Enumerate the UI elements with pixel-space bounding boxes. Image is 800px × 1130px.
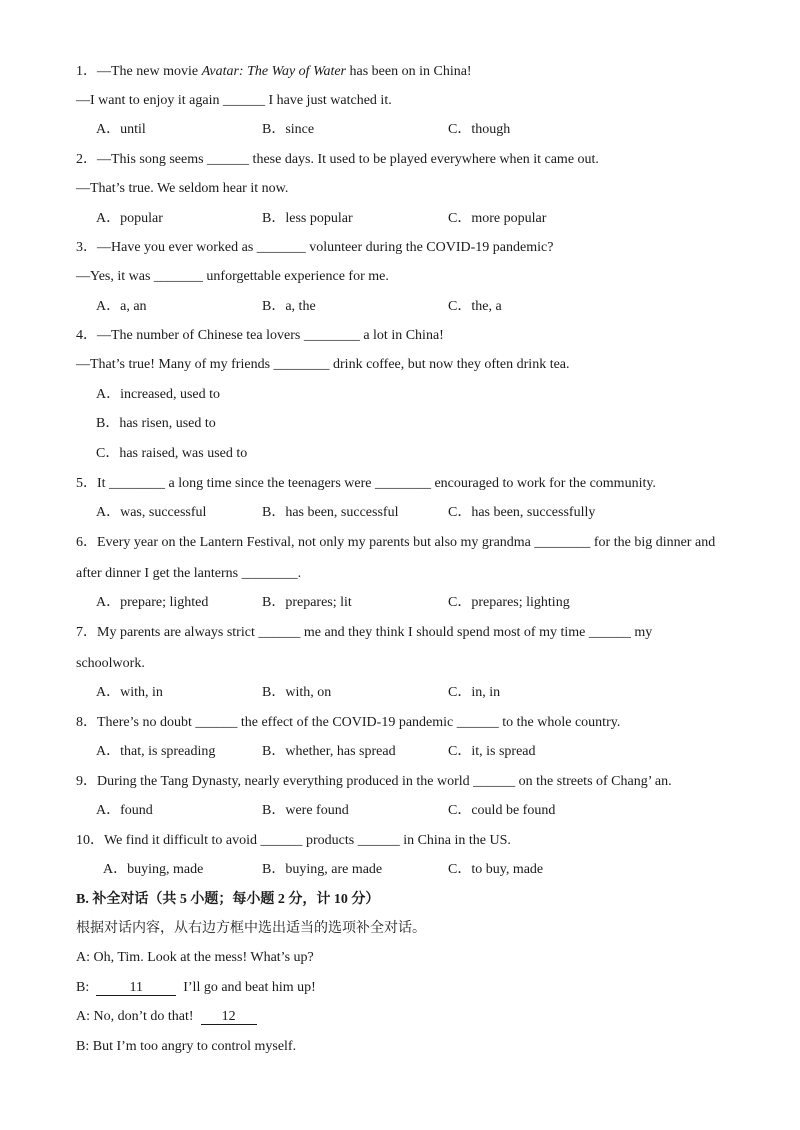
question-1-text-before: —The new movie — [97, 64, 202, 79]
question-9-option-a[interactable]: A．found — [96, 803, 153, 818]
question-6-text: Every year on the Lantern Festival, not only my parents but also my grandma ________ for the big dinner and — [97, 535, 716, 550]
question-5-line-1 — [76, 475, 656, 493]
question-1-line-2: —I want to enjoy it again ______ I have just watched it. — [76, 93, 392, 108]
question-9-options — [96, 802, 776, 820]
question-1-option-a[interactable]: A．until — [96, 122, 146, 137]
question-7-options — [96, 684, 776, 702]
question-2-text: —This song seems ______ these days. It used to be played everywhere when it came out. — [97, 152, 599, 167]
question-4-text: —The number of Chinese tea lovers ________ a lot in China! — [97, 328, 444, 343]
question-4-option-a[interactable]: A．increased, used to — [96, 387, 221, 402]
question-1-option-b[interactable]: B．since — [262, 122, 315, 137]
dialogue-line-4: B: But I’m too angry to control myself. — [76, 1039, 297, 1054]
question-9-text: During the Tang Dynasty, nearly everything produced in the world ______ on the streets of Chang’ an. — [97, 774, 672, 789]
question-2-option-c[interactable]: C．more popular — [448, 211, 547, 226]
question-4-line-2: —That’s true! Many of my friends ________ drink coffee, but now they often drink tea. — [76, 357, 570, 372]
question-3-option-c[interactable]: C．the, a — [448, 299, 502, 314]
question-7-option-a[interactable]: A．with, in — [96, 685, 163, 700]
question-1-options — [96, 121, 776, 139]
question-9-option-c[interactable]: C．could be found — [448, 803, 556, 818]
section-b-instruction: 根据对话内容，从右边方框中选出适当的选项补全对话。 — [76, 921, 426, 936]
question-5-text: It ________ a long time since the teenagers were ________ encouraged to work for the community. — [97, 476, 656, 491]
question-3-text: —Have you ever worked as _______ volunteer during the COVID-19 pandemic? — [97, 240, 554, 255]
question-6-line-2: after dinner I get the lanterns ________. — [76, 566, 302, 581]
question-5-options — [96, 504, 776, 522]
question-9-line-1 — [76, 773, 672, 791]
question-2-number: 2． — [76, 152, 97, 167]
question-7-line-1 — [76, 624, 652, 642]
question-10-options — [103, 861, 783, 879]
question-10-option-a[interactable]: A．buying, made — [103, 862, 204, 877]
question-3-option-a[interactable]: A．a, an — [96, 299, 147, 314]
question-4-option-b[interactable]: B．has risen, used to — [96, 416, 216, 431]
question-8-option-c[interactable]: C．it, is spread — [448, 744, 536, 759]
question-7-option-b[interactable]: B．with, on — [262, 685, 332, 700]
question-4-line-1 — [76, 327, 444, 345]
question-4-number: 4． — [76, 328, 97, 343]
question-10-option-c[interactable]: C．to buy, made — [448, 862, 544, 877]
question-5-option-b[interactable]: B．has been, successful — [262, 505, 399, 520]
question-6-line-1 — [76, 534, 715, 552]
question-2-line-1 — [76, 151, 599, 169]
question-1-line-1 — [76, 63, 472, 81]
question-10-text: We find it difficult to avoid ______ products ______ in China in the US. — [104, 833, 511, 848]
question-7-option-c[interactable]: C．in, in — [448, 685, 501, 700]
question-1-movie-title: Avatar: The Way of Water — [201, 64, 346, 79]
question-10-option-b[interactable]: B．buying, are made — [262, 862, 383, 877]
question-3-line-2: —Yes, it was _______ unforgettable experience for me. — [76, 269, 389, 284]
question-3-option-b[interactable]: B．a, the — [262, 299, 316, 314]
question-2-option-a[interactable]: A．popular — [96, 211, 163, 226]
question-9-number: 9． — [76, 774, 97, 789]
question-10-line-1 — [76, 832, 511, 850]
dialogue-line-2-text: I’ll go and beat him up! — [176, 980, 316, 995]
question-10-number: 10． — [76, 833, 104, 848]
question-1-number: 1． — [76, 64, 97, 79]
question-7-number: 7． — [76, 625, 97, 640]
question-4-option-c[interactable]: C．has raised, was used to — [96, 446, 248, 461]
question-6-number: 6． — [76, 535, 97, 550]
question-5-option-a[interactable]: A．was, successful — [96, 505, 207, 520]
question-2-line-2: —That’s true. We seldom hear it now. — [76, 181, 289, 196]
question-5-number: 5． — [76, 476, 97, 491]
question-1-option-c[interactable]: C．though — [448, 122, 511, 137]
question-8-number: 8． — [76, 715, 97, 730]
dialogue-line-3 — [76, 1008, 257, 1026]
question-3-line-1 — [76, 239, 553, 257]
question-3-number: 3． — [76, 240, 97, 255]
question-2-option-b[interactable]: B．less popular — [262, 211, 353, 226]
dialogue-line-1: A: Oh, Tim. Look at the mess! What’s up? — [76, 950, 314, 965]
section-b-heading: B. 补全对话（共 5 小题；每小题 2 分，计 10 分） — [76, 892, 380, 907]
question-8-option-b[interactable]: B．whether, has spread — [262, 744, 396, 759]
question-6-option-c[interactable]: C．prepares; lighting — [448, 595, 570, 610]
question-3-options — [96, 298, 776, 316]
question-9-option-b[interactable]: B．were found — [262, 803, 349, 818]
question-6-option-b[interactable]: B．prepares; lit — [262, 595, 352, 610]
question-7-text: My parents are always strict ______ me and they think I should spend most of my time ______ my — [97, 625, 653, 640]
question-2-options — [96, 210, 776, 228]
dialogue-line-2 — [76, 979, 316, 997]
question-8-options — [96, 743, 776, 761]
question-8-text: There’s no doubt ______ the effect of the COVID-19 pandemic ______ to the whole country. — [97, 715, 621, 730]
question-1-text-after: has been on in China! — [346, 64, 472, 79]
dialogue-line-2-speaker: B: — [76, 980, 97, 995]
dialogue-blank-11[interactable]: 11 — [96, 980, 176, 996]
question-7-line-2: schoolwork. — [76, 656, 145, 671]
question-8-option-a[interactable]: A．that, is spreading — [96, 744, 216, 759]
question-5-option-c[interactable]: C．has been, successfully — [448, 505, 596, 520]
question-6-option-a[interactable]: A．prepare; lighted — [96, 595, 209, 610]
question-8-line-1 — [76, 714, 620, 732]
dialogue-blank-12[interactable]: 12 — [201, 1009, 257, 1025]
question-6-options — [96, 594, 776, 612]
dialogue-line-3-text: A: No, don’t do that! — [76, 1009, 201, 1024]
